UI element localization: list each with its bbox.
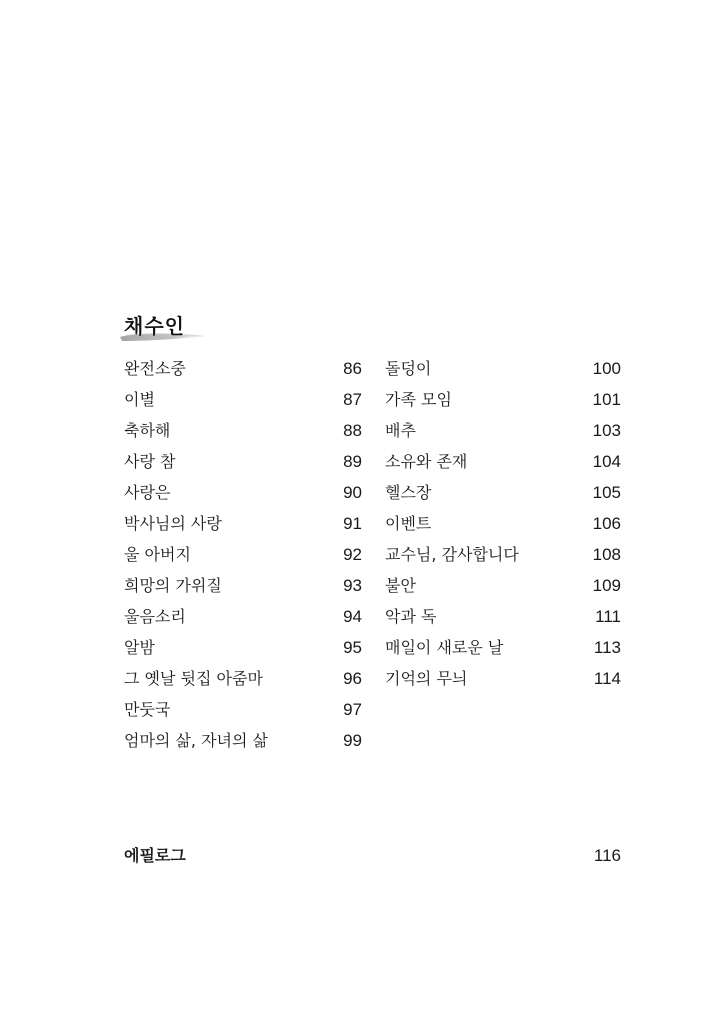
toc-entry-title: 불안 [385, 576, 416, 595]
toc-entry-page: 88 [343, 421, 362, 440]
toc-entry-page: 86 [343, 359, 362, 378]
toc-entry-title: 매일이 새로운 날 [385, 638, 504, 657]
toc-entry-title: 가족 모임 [385, 390, 452, 409]
toc-entry-page: 92 [343, 545, 362, 564]
toc-entry-title: 사랑은 [124, 483, 171, 502]
toc-entry-page: 113 [593, 638, 621, 657]
toc-entry-title: 사랑 참 [124, 452, 176, 471]
toc-entry-title: 이벤트 [385, 514, 432, 533]
toc-entry[interactable] [385, 632, 621, 663]
toc-entry-page: 95 [343, 638, 362, 657]
toc-entry[interactable] [385, 384, 621, 415]
toc-entry-title: 소유와 존재 [385, 452, 468, 471]
toc-entry[interactable] [385, 663, 621, 694]
toc-entry-page: 109 [592, 576, 621, 595]
toc-entry-title: 에필로그 [124, 846, 186, 865]
toc-entry-page: 103 [592, 421, 621, 440]
toc-entry[interactable] [385, 601, 621, 632]
toc-entry-page: 104 [592, 452, 621, 471]
toc-entry[interactable] [124, 539, 362, 570]
toc-entry-title: 헬스장 [385, 483, 432, 502]
toc-epilogue-entry[interactable] [124, 840, 621, 871]
toc-entry-title: 울음소리 [124, 607, 186, 626]
toc-entry-page: 105 [592, 483, 621, 502]
toc-entry-page: 100 [592, 359, 621, 378]
section-header [122, 310, 232, 346]
toc-entry-title: 돌덩이 [385, 359, 432, 378]
toc-entry-title: 박사님의 사랑 [124, 514, 222, 533]
toc-entry[interactable] [124, 384, 362, 415]
toc-entry[interactable] [385, 477, 621, 508]
toc-entry-title: 이별 [124, 390, 155, 409]
toc-entry-title: 만둣국 [124, 700, 171, 719]
toc-entry[interactable] [124, 446, 362, 477]
toc-entry-title: 완전소중 [124, 359, 186, 378]
toc-entry-title: 악과 독 [385, 607, 437, 626]
toc-entry-page: 96 [343, 669, 362, 688]
toc-entry-page: 97 [343, 700, 362, 719]
toc-entry-page: 114 [593, 669, 621, 688]
toc-entry-page: 99 [343, 731, 362, 750]
toc-entry[interactable] [124, 663, 362, 694]
toc-entry-page: 108 [592, 545, 621, 564]
toc-entry[interactable] [124, 570, 362, 601]
toc-entry-page: 87 [343, 390, 362, 409]
toc-entry[interactable] [385, 570, 621, 601]
toc-entry[interactable] [385, 415, 621, 446]
toc-entry-title: 울 아버지 [124, 545, 191, 564]
toc-entry-title: 알밤 [124, 638, 155, 657]
toc-right-column [385, 353, 621, 694]
toc-entry[interactable] [124, 601, 362, 632]
toc-entry[interactable] [124, 353, 362, 384]
toc-left-column [124, 353, 362, 756]
toc-entry[interactable] [385, 353, 621, 384]
toc-entry-page: 89 [343, 452, 362, 471]
toc-entry-title: 교수님, 감사합니다 [385, 545, 519, 564]
section-title: 채수인 [124, 314, 185, 338]
toc-entry[interactable] [124, 694, 362, 725]
toc-entry-title: 배추 [385, 421, 416, 440]
toc-entry[interactable] [385, 539, 621, 570]
toc-entry[interactable] [124, 477, 362, 508]
toc-entry[interactable] [124, 415, 362, 446]
toc-entry-page: 106 [592, 514, 621, 533]
toc-entry[interactable] [124, 725, 362, 756]
toc-entry-page: 116 [593, 846, 621, 865]
toc-entry[interactable] [124, 508, 362, 539]
toc-entry-page: 91 [343, 514, 362, 533]
toc-entry-page: 111 [595, 607, 621, 626]
toc-entry-title: 그 옛날 뒷집 아줌마 [124, 669, 263, 688]
toc-entry-title: 기억의 무늬 [385, 669, 468, 688]
toc-entry-page: 101 [592, 390, 621, 409]
toc-entry[interactable] [385, 508, 621, 539]
toc-entry[interactable] [124, 632, 362, 663]
toc-entry-title: 엄마의 삶, 자녀의 삶 [124, 731, 268, 750]
toc-entry[interactable] [385, 446, 621, 477]
toc-entry-page: 90 [343, 483, 362, 502]
toc-entry-page: 94 [343, 607, 362, 626]
toc-entry-title: 축하해 [124, 421, 171, 440]
toc-entry-page: 93 [343, 576, 362, 595]
toc-entry-title: 희망의 가위질 [124, 576, 222, 595]
